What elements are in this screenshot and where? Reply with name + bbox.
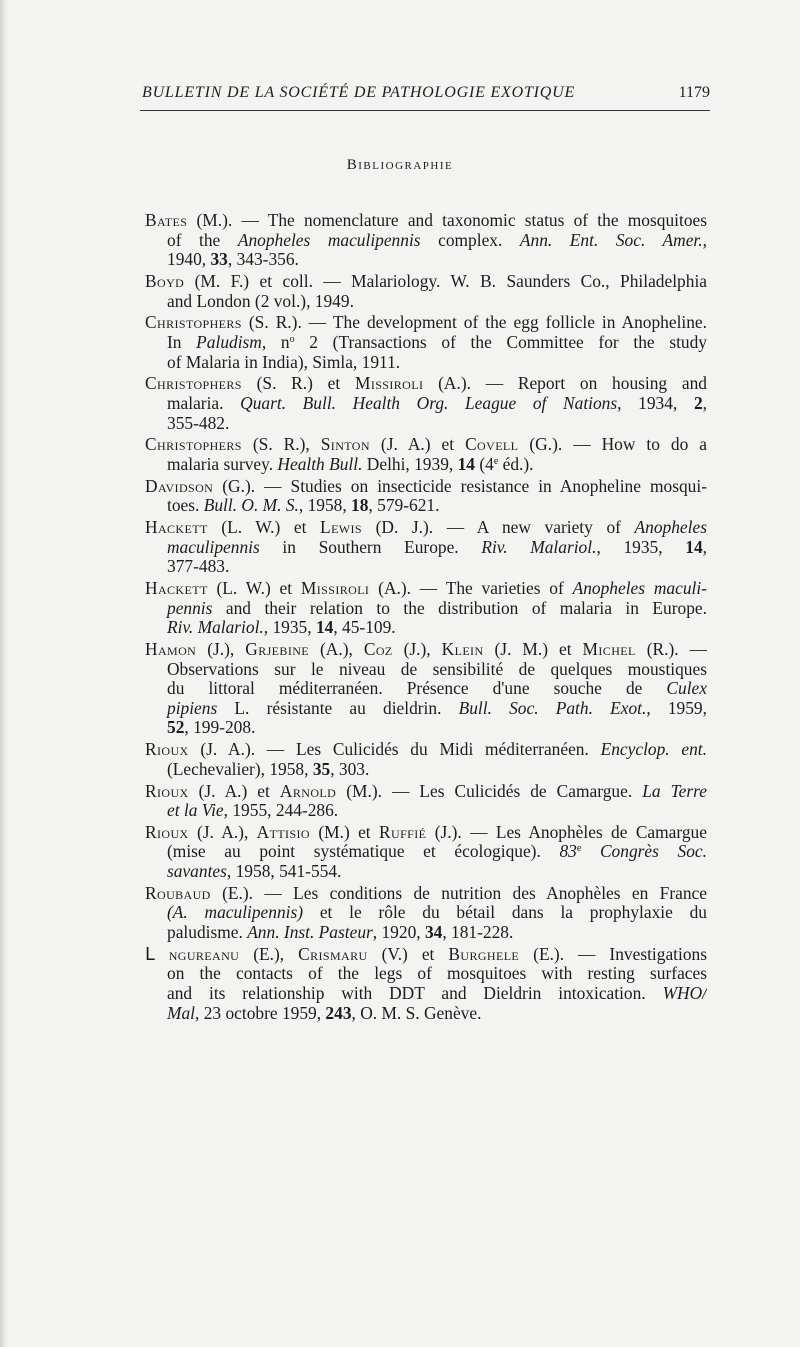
italic-text: pennis xyxy=(167,598,213,618)
reference-text: (J. A.). — Les Culicidés du Midi méditerranéen. xyxy=(188,740,601,760)
reference-text: , 1920, xyxy=(372,922,425,943)
author-name: Klein xyxy=(441,639,484,659)
reference-text: 377-483. xyxy=(167,556,230,577)
reference-text: In xyxy=(167,332,197,352)
reference-entry xyxy=(145,782,707,821)
italic-text: Bull. Soc. Path. Exot. xyxy=(458,698,647,718)
reference-text: , 343-356. xyxy=(227,249,299,270)
author-name: Hamon xyxy=(145,639,197,659)
italic-text: Anopheles maculi- xyxy=(572,579,707,598)
reference-text: , xyxy=(702,537,707,557)
reference-continuation-line xyxy=(145,250,707,270)
reference-entry xyxy=(145,640,707,738)
volume-number: 33 xyxy=(210,249,228,270)
reference-text: Delhi, 1939, xyxy=(362,453,458,474)
italic-text: La Terre xyxy=(642,781,707,801)
reference-entry xyxy=(145,884,707,943)
author-name: Roubaud xyxy=(145,883,211,903)
reference-text: (J. A.) et xyxy=(188,781,280,801)
author-name: Missiroli xyxy=(300,579,370,598)
reference-text: of Malaria in India), Simla, 1911. xyxy=(167,351,401,372)
section-title: Bibliographie xyxy=(346,157,454,173)
reference-continuation-line xyxy=(145,353,707,373)
reference-continuation-line xyxy=(145,292,707,312)
reference-text: (J. M.) et xyxy=(483,639,583,659)
journal-title: BULLETIN DE LA SOCIÉTÉ DE PATHOLOGIE EXOTIQUE xyxy=(142,84,576,101)
reference-text: (J. A.) et xyxy=(369,435,466,455)
reference-continuation-line xyxy=(145,718,707,738)
italic-text: Ann. Inst. Pasteur xyxy=(247,922,373,943)
reference-text: , 45-109. xyxy=(333,617,396,638)
reference-text: in Southern Europe. xyxy=(259,537,482,557)
reference-text: 1940, xyxy=(167,249,211,270)
reference-text: (G.). — Studies on insecticide resistance in Anopheline mosqui- xyxy=(213,476,707,496)
italic-text: Congrès Soc. xyxy=(581,842,707,862)
reference-text: (mise au point systématique et écologique). xyxy=(167,842,560,862)
reference-text: 355-482. xyxy=(167,412,230,433)
reference-continuation-line xyxy=(145,414,707,434)
italic-text: Encyclop. ent. xyxy=(600,740,707,760)
reference-entry xyxy=(145,945,707,1023)
italic-text: savantes xyxy=(167,861,227,882)
reference-continuation-line xyxy=(145,599,707,619)
italic-text: Paludism xyxy=(196,332,262,352)
italic-text: Bull. O. M. S. xyxy=(203,495,299,516)
author-name: Lewis xyxy=(320,518,362,538)
reference-entry xyxy=(145,740,707,779)
reference-continuation-line xyxy=(145,333,707,353)
reference-continuation-line xyxy=(145,903,707,923)
reference-text: , 1935, xyxy=(596,537,686,557)
author-name: Boyd xyxy=(145,271,185,291)
volume-number: 52 xyxy=(167,717,185,738)
author-name: Christophers xyxy=(145,435,242,455)
reference-continuation-line xyxy=(145,984,707,1004)
author-name: Coz xyxy=(363,639,393,659)
reference-text: , 1958, xyxy=(298,495,352,516)
reference-text: toes. xyxy=(167,495,204,516)
italic-text: et la Vie xyxy=(167,800,224,821)
reference-text: (A.). — Report on housing and xyxy=(423,374,707,394)
reference-text: (V.) et xyxy=(367,944,449,964)
reference-continuation-line xyxy=(145,557,707,577)
reference-text: du littoral méditerranéen. Présence d'une souche de xyxy=(167,679,667,699)
reference-first-line xyxy=(145,640,707,660)
reference-text: (M. F.) et coll. — Malariology. W. B. Saunders Co., Philadelphia xyxy=(184,271,707,291)
reference-text: (E.), xyxy=(239,944,299,964)
reference-continuation-line xyxy=(145,660,707,680)
author-name: Missiroli xyxy=(354,374,424,394)
reference-entry xyxy=(145,518,707,577)
reference-text: (M.) et xyxy=(310,822,379,842)
reference-text: (S. R.), xyxy=(241,435,321,455)
author-name: Sinton xyxy=(320,435,370,455)
author-name: Rioux xyxy=(145,822,189,842)
reference-continuation-line xyxy=(145,496,707,516)
italic-text: 83 xyxy=(559,842,577,862)
author-name: Ruffié xyxy=(379,822,427,842)
author-name: Christophers xyxy=(145,374,242,394)
reference-text: (L. W.) et xyxy=(207,579,301,598)
italic-text: Ann. Ent. Soc. Amer. xyxy=(519,230,703,250)
author-name: Crismaru xyxy=(298,944,368,964)
reference-text: (Lechevalier), 1958, xyxy=(167,758,313,779)
reference-text: (J.), xyxy=(392,639,442,659)
reference-continuation-line xyxy=(145,679,707,699)
reference-continuation-line xyxy=(145,394,707,414)
reference-first-line xyxy=(145,782,707,802)
reference-text: (4 xyxy=(474,453,494,474)
reference-text: (L. W.) et xyxy=(207,518,321,538)
reference-text: ᒪ xyxy=(145,944,169,964)
superscript: e xyxy=(576,843,582,855)
reference-text: paludisme. xyxy=(167,922,248,943)
reference-first-line xyxy=(145,740,707,760)
reference-text: (M.). — Les Culicidés de Camargue. xyxy=(336,781,643,801)
author-name: Arnold xyxy=(279,781,337,801)
reference-continuation-line xyxy=(145,964,707,984)
reference-entry xyxy=(145,211,707,270)
reference-first-line xyxy=(145,374,707,394)
reference-text: Observations sur le niveau de sensibilité de quelques moustiques xyxy=(167,659,707,679)
reference-text: , xyxy=(702,230,707,250)
reference-text: , 579-621. xyxy=(368,495,440,516)
reference-text: (A.). — The varieties of xyxy=(369,579,573,598)
reference-first-line xyxy=(145,518,707,538)
italic-text: Riv. Malariol. xyxy=(481,537,597,557)
reference-first-line xyxy=(145,477,707,497)
reference-first-line xyxy=(145,945,707,965)
reference-entry xyxy=(145,435,707,474)
reference-text: et le rôle du bétail dans la prophylaxie du xyxy=(303,903,707,923)
reference-first-line xyxy=(145,211,707,231)
reference-text: on the contacts of the legs of mosquitoes with resting surfaces xyxy=(167,964,707,984)
volume-number: 18 xyxy=(351,495,369,516)
reference-text: , 199-208. xyxy=(184,717,256,738)
reference-text: (G.). — How to do a xyxy=(518,435,707,455)
reference-text: (M.). — The nomenclature and taxonomic status of the mosquitoes xyxy=(187,211,707,230)
reference-text: and London (2 vol.), 1949. xyxy=(167,290,354,311)
entry-spacer xyxy=(145,1023,707,1025)
italic-text: Anopheles xyxy=(634,518,707,538)
reference-text: malaria. xyxy=(167,393,241,413)
reference-text: , 303. xyxy=(330,758,370,779)
reference-text: complex. xyxy=(420,230,520,250)
italic-text: maculipennis xyxy=(167,537,260,557)
reference-continuation-line xyxy=(145,760,707,780)
italic-text: WHO/ xyxy=(662,984,707,1003)
reference-continuation-line xyxy=(145,1004,707,1024)
volume-number: 14 xyxy=(685,537,703,557)
reference-first-line xyxy=(145,272,707,292)
volume-number: 14 xyxy=(457,453,475,474)
reference-text: and its relationship with DDT and Dieldrin intoxication. xyxy=(167,984,663,1003)
author-name: Covell xyxy=(465,435,519,455)
italic-text: (A. maculipennis) xyxy=(167,903,304,923)
italic-text: Riv. Malariol. xyxy=(167,617,264,638)
reference-text: 2 (Transactions of the Committee for the study xyxy=(294,332,707,352)
volume-number: 243 xyxy=(325,1002,352,1023)
reference-entry xyxy=(145,374,707,433)
italic-text: Quart. Bull. Health Org. League of Nations xyxy=(240,393,618,413)
reference-text: , 23 octobre 1959, xyxy=(195,1002,326,1023)
reference-entry xyxy=(145,477,707,516)
reference-entry xyxy=(145,579,707,638)
reference-text: (J. A.), xyxy=(188,822,257,842)
author-name: Davidson xyxy=(145,476,214,496)
reference-text: , 1934, xyxy=(617,393,694,413)
reference-first-line xyxy=(145,313,707,333)
volume-number: 2 xyxy=(693,393,703,413)
reference-text: (A.), xyxy=(309,639,364,659)
reference-text: (J.), xyxy=(196,639,246,659)
superscript: e xyxy=(493,455,499,467)
page-number: 1179 xyxy=(678,84,710,101)
reference-text: éd.). xyxy=(498,453,534,474)
volume-number: 14 xyxy=(315,617,334,638)
reference-continuation-line xyxy=(145,923,707,943)
bibliography-list xyxy=(145,211,707,1025)
author-name: ngureanu xyxy=(168,944,240,964)
reference-continuation-line xyxy=(145,618,707,638)
author-name: Christophers xyxy=(145,313,242,333)
reference-text: , O. M. S. Genève. xyxy=(351,1002,482,1023)
author-name: Hackett xyxy=(145,518,208,538)
reference-continuation-line xyxy=(145,538,707,558)
reference-text: , n xyxy=(261,332,290,352)
reference-entry xyxy=(145,272,707,311)
reference-text: , 1955, 244-286. xyxy=(223,800,339,821)
reference-continuation-line xyxy=(145,455,707,475)
author-name: Grjebine xyxy=(245,639,310,659)
reference-text: (S. R.) et xyxy=(241,374,355,394)
author-name: Rioux xyxy=(145,781,189,801)
italic-text: Mal xyxy=(167,1002,196,1023)
reference-first-line xyxy=(145,884,707,904)
author-name: Burghele xyxy=(448,944,520,964)
author-name: Michel xyxy=(582,639,636,659)
author-name: Rioux xyxy=(145,740,189,760)
reference-text: , 1959, xyxy=(646,698,707,718)
reference-text: of the xyxy=(167,230,238,250)
reference-continuation-line xyxy=(145,231,707,251)
reference-text: (J.). — Les Anophèles de Camargue xyxy=(426,822,707,842)
reference-first-line xyxy=(145,823,707,843)
reference-text: and their relation to the distribution of malaria in Europe. xyxy=(212,598,707,618)
italic-text: Anopheles maculipennis xyxy=(237,230,421,250)
reference-text: , 181-228. xyxy=(442,922,514,943)
volume-number: 34 xyxy=(424,922,443,943)
italic-text: pipiens xyxy=(167,698,218,718)
volume-number: 35 xyxy=(312,758,331,779)
reference-text: (E.). — Investigations xyxy=(519,944,707,964)
italic-text: Culex xyxy=(666,679,707,699)
author-name: Hackett xyxy=(145,579,208,598)
reference-first-line xyxy=(145,579,707,599)
italic-text: Health Bull. xyxy=(277,453,363,474)
reference-text: (S. R.). — The development of the egg follicle in Anopheline. xyxy=(241,313,707,333)
reference-text: (D. J.). — A new variety of xyxy=(362,518,635,538)
running-head xyxy=(140,80,710,111)
reference-text: (R.). — xyxy=(635,639,707,659)
reference-entry xyxy=(145,823,707,882)
reference-text: (E.). — Les conditions de nutrition des Anophèles en France xyxy=(210,883,707,903)
reference-text: malaria survey. xyxy=(167,453,278,474)
author-name: Bates xyxy=(145,211,188,230)
reference-text: L. résistante au dieldrin. xyxy=(217,698,459,718)
reference-text: , 1958, 541-554. xyxy=(226,861,342,882)
reference-continuation-line xyxy=(145,699,707,719)
reference-first-line xyxy=(145,435,707,455)
reference-text: , xyxy=(702,393,707,413)
author-name: Attisio xyxy=(256,822,310,842)
page-edge-shadow xyxy=(0,0,9,1347)
reference-continuation-line xyxy=(145,842,707,862)
reference-text: , 1935, xyxy=(263,617,316,638)
reference-continuation-line xyxy=(145,862,707,882)
reference-entry xyxy=(145,313,707,372)
reference-continuation-line xyxy=(145,801,707,821)
superscript: o xyxy=(289,333,295,345)
